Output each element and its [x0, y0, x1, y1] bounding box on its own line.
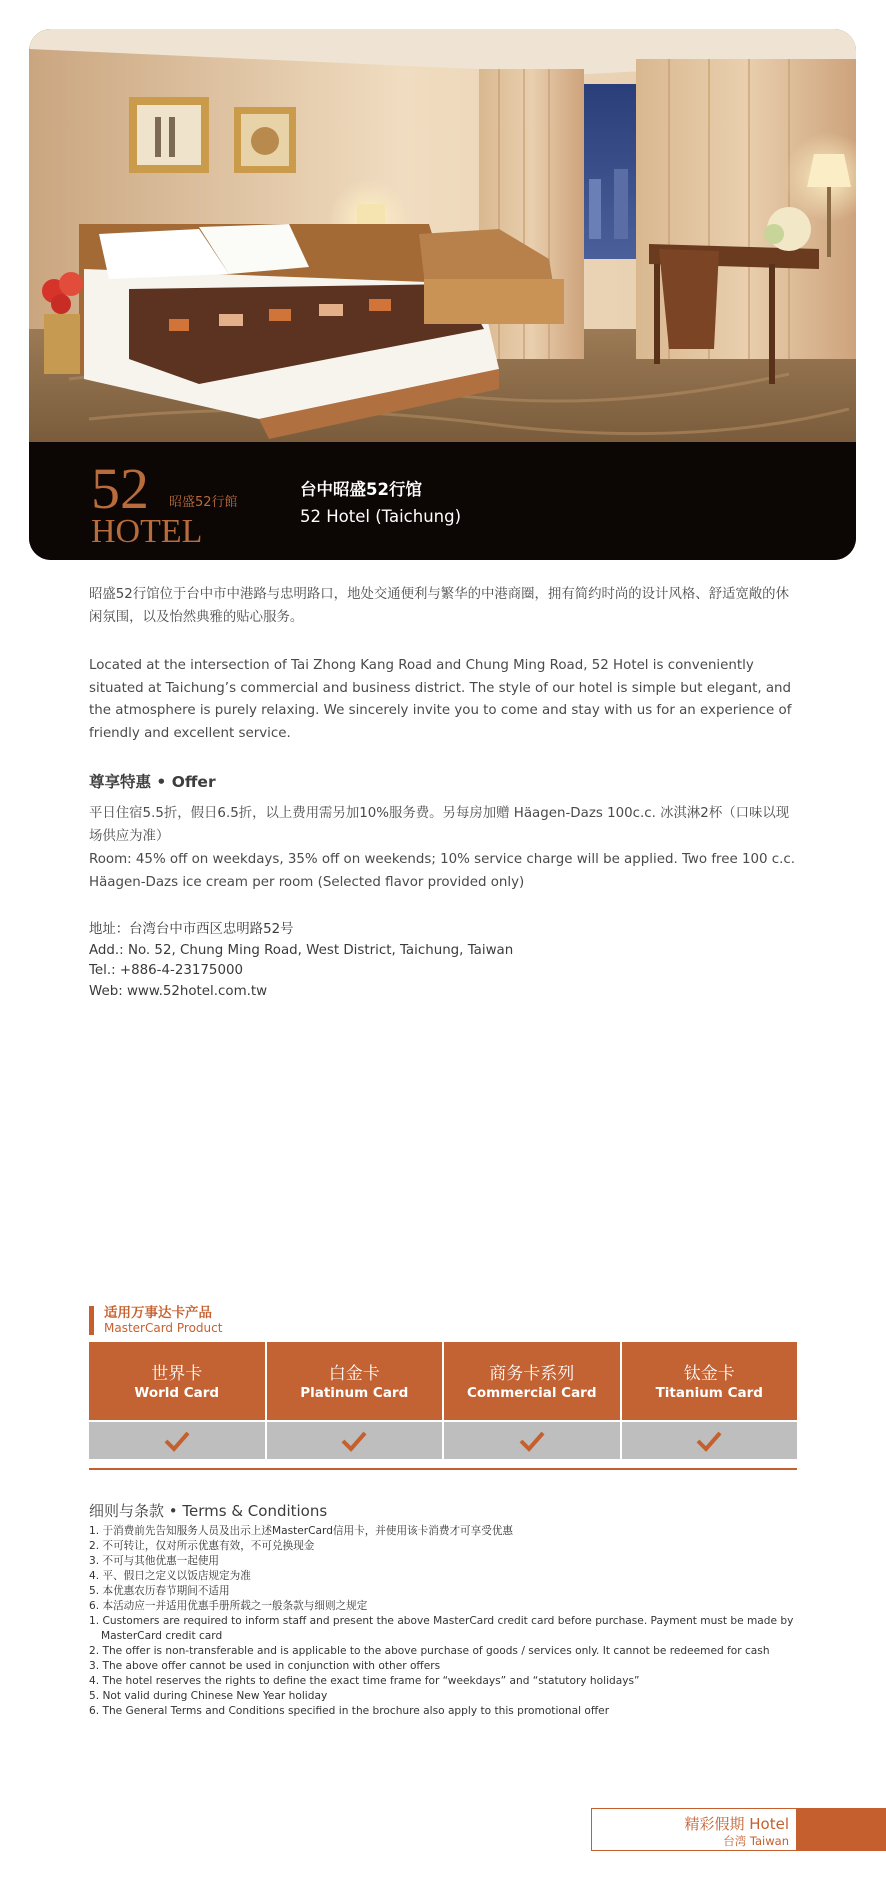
term-cn: 5. 本优惠农历春节期间不适用 [89, 1585, 230, 1597]
svg-text:52: 52 [91, 456, 149, 521]
term-en: 2. The offer is non-transferable and is applicable to the above purchase of goods / services only. It cannot be redeemed for cash [89, 1645, 770, 1657]
card-name-cn: 商务卡系列 [489, 1364, 575, 1384]
offer-cn: 平日住宿5.5折，假日6.5折，以上费用需另加10%服务费。另每房加赠 Häagen-Dazs 100c.c. 冰淇淋2杯（口味以现场供应为准） [89, 806, 790, 844]
address-cn: 地址：台湾台中市西区忠明路52号 [89, 922, 294, 937]
offer-title: 尊享特惠 • Offer [89, 773, 216, 791]
card-applicable-cell [622, 1422, 798, 1459]
card-table [89, 1342, 797, 1459]
terms-title: 细则与条款 • Terms & Conditions [89, 1502, 328, 1520]
card-header [444, 1342, 620, 1420]
card-name-cn: 钛金卡 [683, 1364, 735, 1384]
term-en-continuation: MasterCard credit card [101, 1630, 223, 1642]
hotel-title-band [29, 442, 856, 560]
term-en: 4. The hotel reserves the rights to define the exact time frame for “weekdays” and “statutory holidays” [89, 1675, 640, 1687]
description-en: Located at the intersection of Tai Zhong Kang Road and Chung Ming Road, 52 Hotel is conveniently situated at Taichung’s commercial and business district. The style of our hotel is simple but elegant, and the atmosphere is purely relaxing. We sincerely invite you to come and stay with us for an experience of friendly and excellent service. [89, 658, 792, 741]
website-link[interactable]: Web: www.52hotel.com.tw [89, 983, 268, 999]
card-header [622, 1342, 798, 1420]
svg-text:昭盛52行館: 昭盛52行館 [169, 495, 238, 510]
hotel-name-en: 52 Hotel (Taichung) [300, 507, 462, 526]
card-name-cn: 白金卡 [328, 1364, 380, 1384]
hotel-name [300, 476, 461, 530]
terms-list [89, 1524, 794, 1719]
term-cn: 6. 本活动应一并适用优惠手册所载之一般条款与细则之规定 [89, 1600, 368, 1612]
check-icon [519, 1430, 545, 1452]
card-header [89, 1342, 265, 1420]
svg-text:HOTEL: HOTEL [91, 513, 203, 546]
mastercard-heading-cn: 适用万事达卡产品 [104, 1305, 212, 1321]
card-applicable-cell [89, 1422, 265, 1459]
card-column-world [89, 1342, 265, 1459]
description-cn: 昭盛52行馆位于台中市中港路与忠明路口，地处交通便利与繁华的中港商圈，拥有简约时尚的设计风格、舒适宽敞的休闲氛围，以及怡然典雅的贴心服务。 [89, 587, 789, 625]
card-column-titanium [622, 1342, 798, 1459]
mastercard-heading-en: MasterCard Product [104, 1321, 223, 1335]
card-name-en: Platinum Card [300, 1385, 409, 1401]
footer-region: 台湾 Taiwan [723, 1834, 789, 1848]
term-cn: 4. 平、假日之定义以饭店规定为准 [89, 1570, 251, 1582]
term-cn: 1. 于消费前先告知服务人员及出示上述MasterCard信用卡，并使用该卡消费才可享受优惠 [89, 1525, 514, 1537]
term-cn: 2. 不可转让，仅对所示优惠有效，不可兑换现金 [89, 1540, 315, 1552]
hotel-name-cn: 台中昭盛52行馆 [300, 480, 422, 499]
section-divider [89, 1468, 797, 1470]
card-name-cn: 世界卡 [151, 1364, 203, 1384]
term-en: 6. The General Terms and Conditions specified in the brochure also apply to this promotional offer [89, 1705, 610, 1717]
telephone: Tel.: +886-4-23175000 [89, 963, 244, 978]
address-block [89, 920, 513, 1002]
card-name-en: World Card [134, 1385, 220, 1401]
footer-label [591, 1808, 798, 1851]
offer-en: Room: 45% off on weekdays, 35% off on weekends; 10% service charge will be applied. Two free 100 c.c. Häagen-Dazs ice cream per room (Selected flavor provided only) [89, 852, 796, 890]
footer-accent-bar [796, 1808, 886, 1851]
hotel-logo [89, 456, 269, 546]
card-name-en: Commercial Card [466, 1385, 597, 1401]
hero-banner [29, 29, 856, 560]
term-en: 5. Not valid during Chinese New Year holiday [89, 1690, 328, 1702]
card-applicable-cell [444, 1422, 620, 1459]
term-cn: 3. 不可与其他优惠一起使用 [89, 1555, 220, 1567]
term-en: 1. Customers are required to inform staff and present the above MasterCard credit card before purchase. Payment must be made by [89, 1615, 794, 1627]
card-name-en: Titanium Card [655, 1385, 763, 1401]
card-header [267, 1342, 443, 1420]
check-icon [341, 1430, 367, 1452]
card-column-platinum [267, 1342, 443, 1459]
term-en: 3. The above offer cannot be used in conjunction with other offers [89, 1660, 441, 1672]
footer-category: 精彩假期 Hotel [684, 1815, 789, 1833]
check-icon [164, 1430, 190, 1452]
hotel-room-photo [29, 29, 856, 442]
check-icon [696, 1430, 722, 1452]
card-applicable-cell [267, 1422, 443, 1459]
address-en: Add.: No. 52, Chung Ming Road, West District, Taichung, Taiwan [89, 942, 514, 958]
card-column-commercial [444, 1342, 620, 1459]
mastercard-heading [89, 1306, 222, 1335]
